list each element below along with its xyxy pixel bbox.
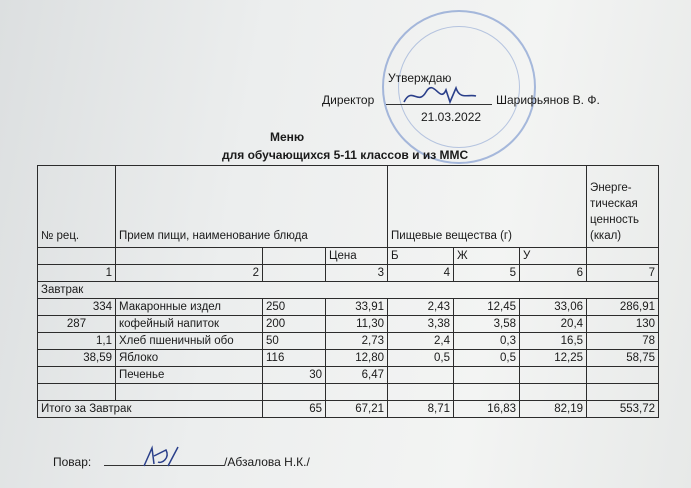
page-title: Меню — [270, 130, 305, 144]
cook-label: Повар: — [53, 455, 92, 469]
section-label: Завтрак — [38, 282, 659, 299]
dish-fat: 0,5 — [454, 350, 520, 367]
column-number: 4 — [388, 265, 454, 282]
table-row — [38, 367, 659, 384]
dish-weight: 200 — [263, 316, 326, 333]
dish-protein: 0,5 — [388, 350, 454, 367]
dish-fat: 0,3 — [454, 333, 520, 350]
recipe-number — [38, 367, 116, 384]
total-weight: 65 — [263, 401, 326, 418]
recipe-number: 1,1 — [38, 333, 116, 350]
dish-weight: 30 — [263, 367, 326, 384]
table-row — [38, 350, 659, 367]
header-nutrients: Пищевые вещества (г) — [388, 166, 587, 248]
menu-table — [37, 165, 659, 418]
dish-weight: 116 — [263, 350, 326, 367]
dish-fat: 3,58 — [454, 316, 520, 333]
column-number: 1 — [38, 265, 116, 282]
dish-price: 12,80 — [326, 350, 388, 367]
dish-name: кофейный напиток — [116, 316, 263, 333]
dish-carbs: 20,4 — [520, 316, 587, 333]
dish-carbs: 12,25 — [520, 350, 587, 367]
empty-row — [38, 384, 659, 401]
table-row — [38, 316, 659, 333]
recipe-number: 38,59 — [38, 350, 116, 367]
dish-price: 11,30 — [326, 316, 388, 333]
column-number: 3 — [326, 265, 388, 282]
dish-energy: 286,91 — [587, 299, 659, 316]
total-row — [38, 401, 659, 418]
dish-protein: 3,38 — [388, 316, 454, 333]
header-protein: Б — [388, 248, 454, 265]
approval-date: 21.03.2022 — [421, 110, 482, 124]
dish-energy — [587, 367, 659, 384]
column-number: 6 — [520, 265, 587, 282]
header-energy: Энерге- тическая ценность (ккал) — [587, 166, 659, 248]
dish-weight: 50 — [263, 333, 326, 350]
dish-protein: 2,43 — [388, 299, 454, 316]
dish-name: Макаронные издел — [116, 299, 263, 316]
dish-energy: 130 — [587, 316, 659, 333]
cook-signature — [140, 444, 184, 470]
total-price: 67,21 — [326, 401, 388, 418]
header-carbs: У — [520, 248, 587, 265]
total-fat: 16,83 — [454, 401, 520, 418]
column-number: 5 — [454, 265, 520, 282]
director-name: Шарифьянов В. Ф. — [496, 93, 600, 107]
dish-energy: 58,75 — [587, 350, 659, 367]
dish-name: Хлеб пшеничный обо — [116, 333, 263, 350]
total-energy: 553,72 — [587, 401, 659, 418]
director-signature — [400, 82, 480, 110]
dish-name: Яблоко — [116, 350, 263, 367]
table-header-row — [38, 166, 659, 248]
dish-price: 6,47 — [326, 367, 388, 384]
column-number: 2 — [116, 265, 263, 282]
dish-name: Печенье — [116, 367, 263, 384]
dish-price: 33,91 — [326, 299, 388, 316]
dish-carbs — [520, 367, 587, 384]
section-row — [38, 282, 659, 299]
cook-name: /Абзалова Н.К./ — [224, 455, 310, 469]
dish-weight: 250 — [263, 299, 326, 316]
total-label: Итого за Завтрак — [38, 401, 263, 418]
dish-energy: 78 — [587, 333, 659, 350]
dish-carbs: 33,06 — [520, 299, 587, 316]
dish-fat: 12,45 — [454, 299, 520, 316]
header-fat: Ж — [454, 248, 520, 265]
column-number: 7 — [587, 265, 659, 282]
header-recipe-number: № рец. — [38, 166, 116, 248]
table-row — [38, 299, 659, 316]
dish-fat — [454, 367, 520, 384]
header-dish-name: Прием пищи, наименование блюда — [116, 166, 388, 248]
recipe-number: 334 — [38, 299, 116, 316]
total-protein: 8,71 — [388, 401, 454, 418]
approve-label: Утверждаю — [388, 71, 452, 85]
recipe-number: 287 — [38, 316, 116, 333]
dish-price: 2,73 — [326, 333, 388, 350]
total-carbs: 82,19 — [520, 401, 587, 418]
director-label: Директор — [322, 93, 375, 107]
dish-protein — [388, 367, 454, 384]
table-numbering-row — [38, 265, 659, 282]
table-row — [38, 333, 659, 350]
dish-carbs: 16,5 — [520, 333, 587, 350]
dish-protein: 2,4 — [388, 333, 454, 350]
table-subheader-row — [38, 248, 659, 265]
header-price: Цена — [326, 248, 388, 265]
page-subtitle: для обучающихся 5-11 классов и из ММС — [222, 148, 469, 162]
